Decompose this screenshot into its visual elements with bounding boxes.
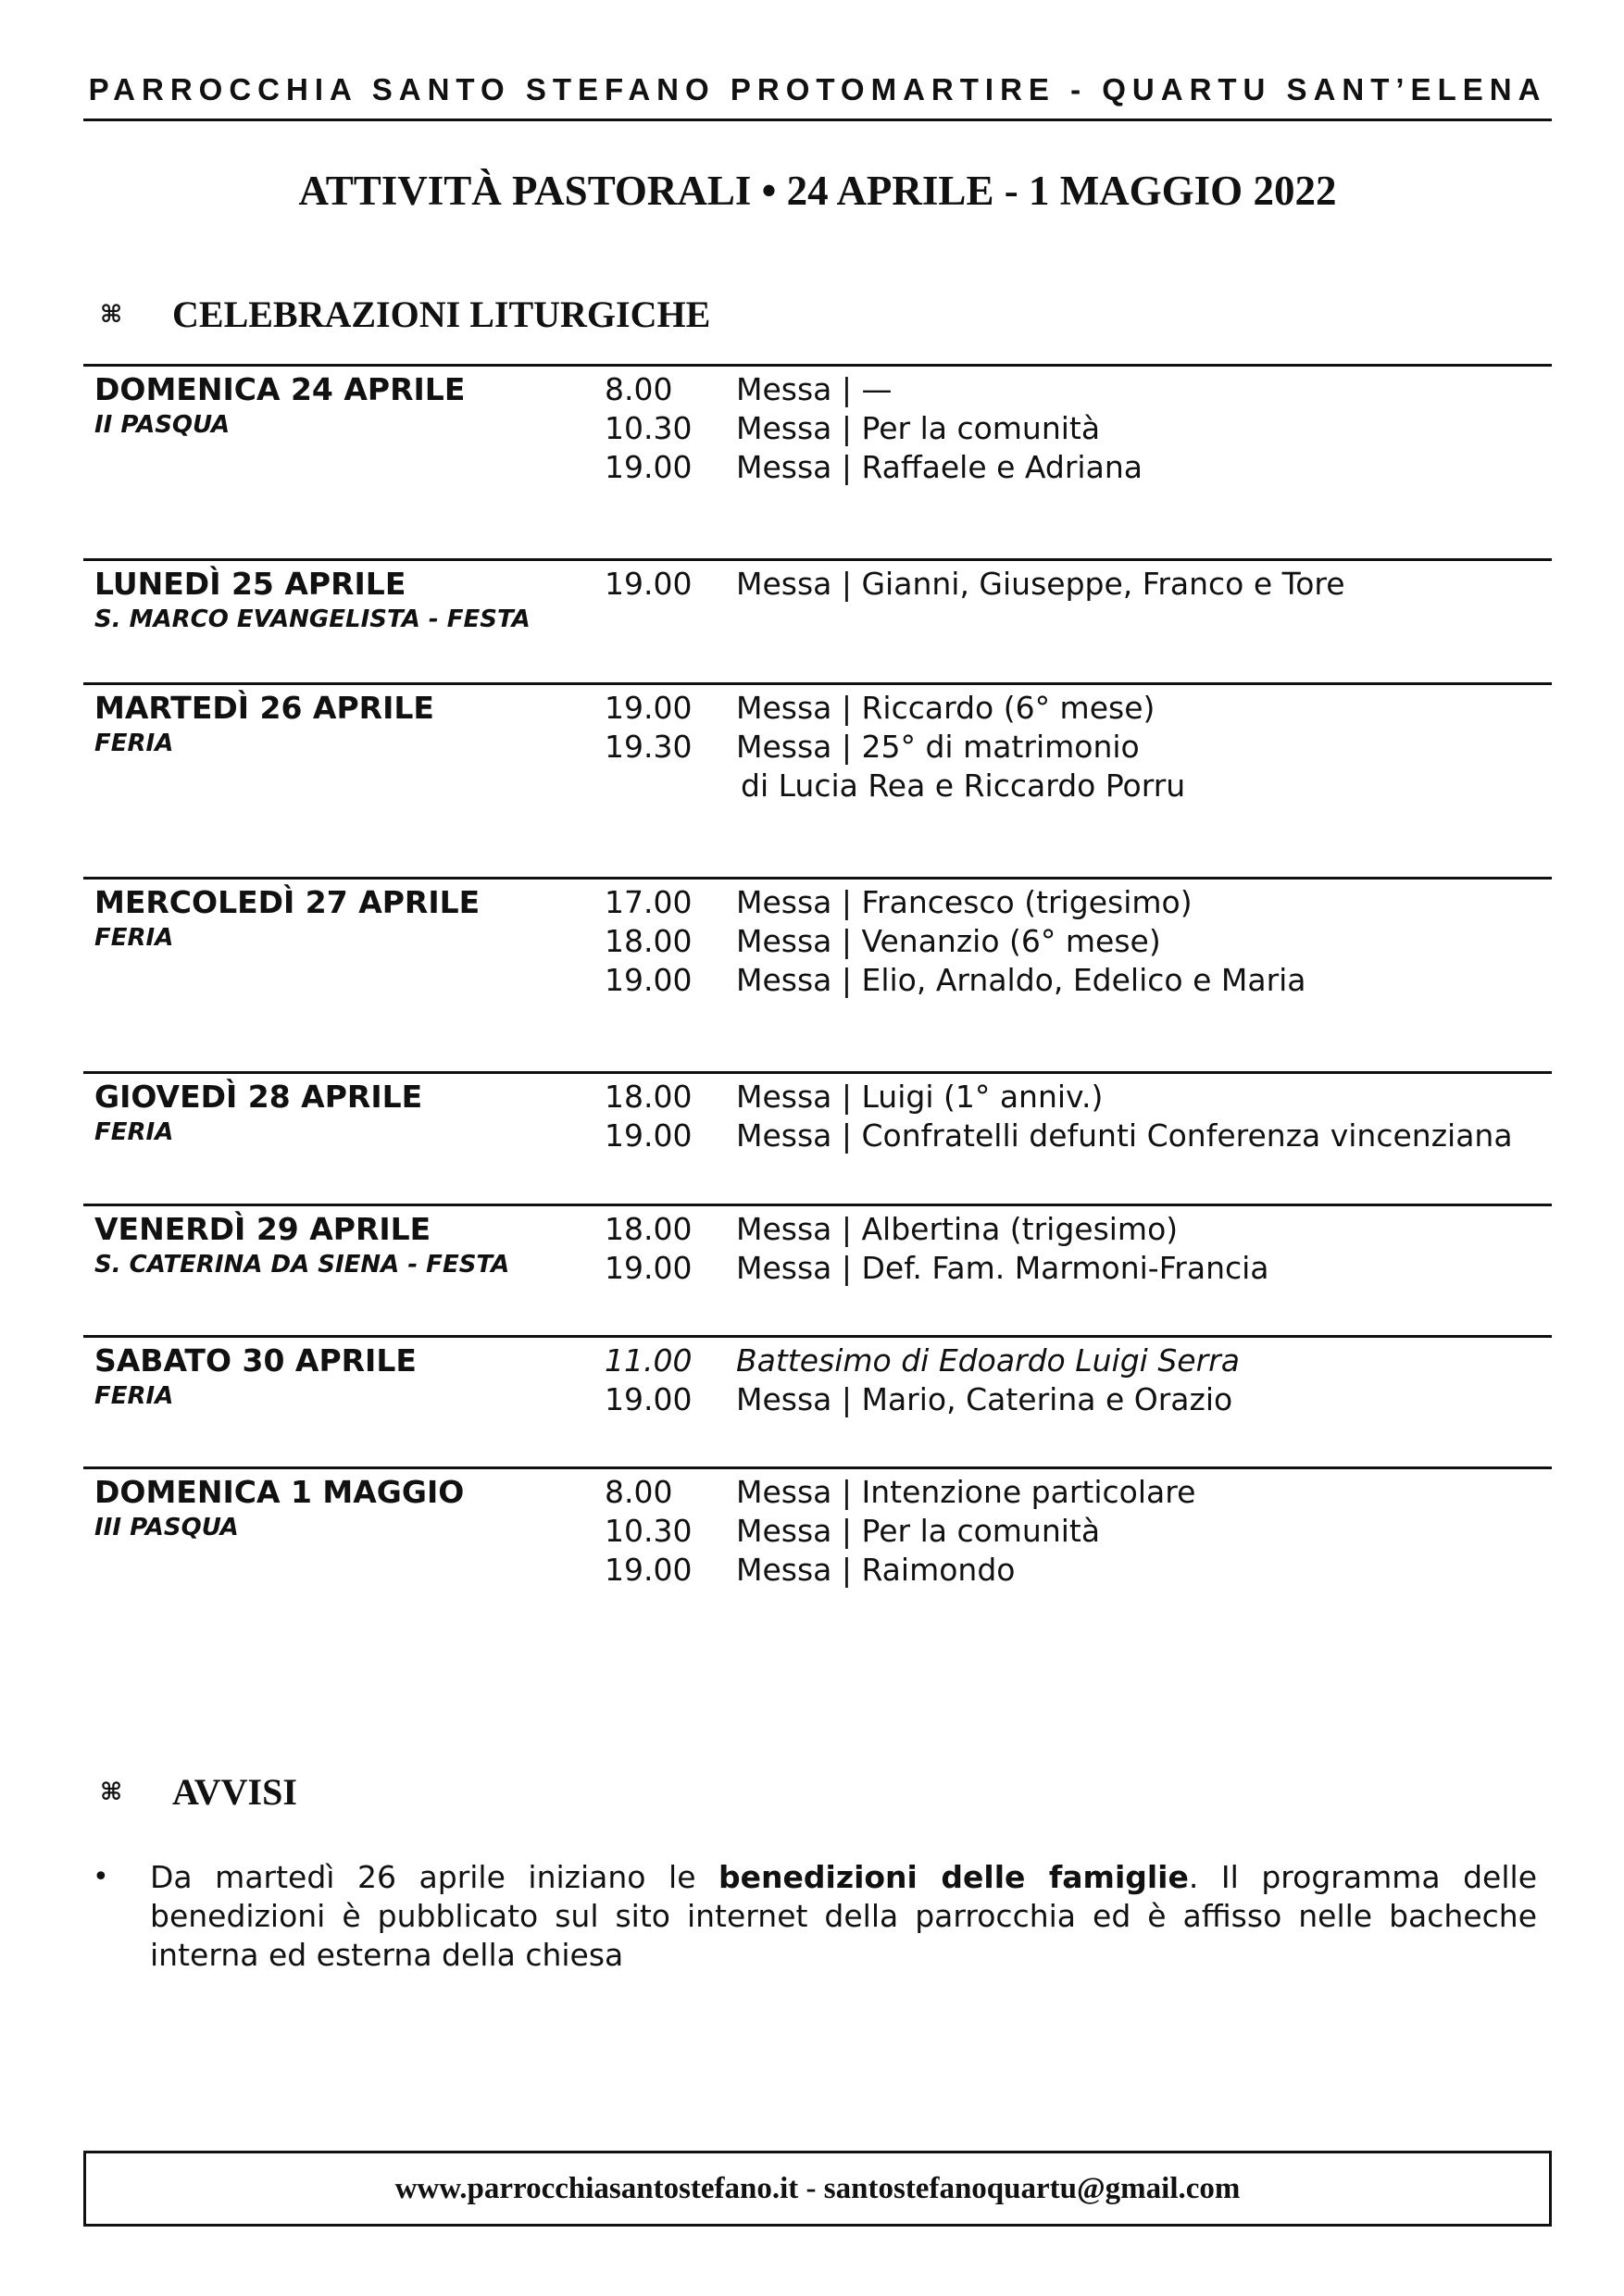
entry-text: Messa | Raffaele e Adriana (736, 449, 1143, 485)
day-entries (605, 565, 1345, 604)
schedule-entry (605, 1210, 1269, 1249)
day-heading (94, 1210, 509, 1280)
parish-header: PARROCCHIA SANTO STEFANO PROTOMARTIRE - QUARTU SANT’ELENA (88, 72, 1547, 106)
day-row (83, 1335, 1552, 1466)
day-heading (94, 1473, 464, 1543)
entry-text: Battesimo di Edoardo Luigi Serra (736, 1342, 1240, 1379)
day-entries (605, 689, 1185, 805)
day-feast: FERIA (94, 1118, 174, 1146)
day-feast: II PASQUA (94, 411, 231, 439)
schedule-entry (605, 409, 1143, 448)
section-celebrations (100, 293, 710, 336)
day-name: DOMENICA 24 APRILE (94, 371, 466, 407)
entry-time: 18.00 (605, 1079, 693, 1115)
page-title: ATTIVITÀ PASTORALI • 24 APRILE - 1 MAGGIO 2022 (298, 168, 1337, 214)
entry-time: 19.00 (605, 449, 693, 485)
day-name: VENERDÌ 29 APRILE (94, 1211, 431, 1247)
entry-text: Messa | Mario, Caterina e Orazio (736, 1381, 1233, 1417)
entry-time: 10.30 (605, 1513, 693, 1549)
entry-time: 10.30 (605, 410, 693, 446)
entry-time: 19.00 (605, 690, 693, 726)
entry-text: Messa | Luigi (1° anniv.) (736, 1079, 1104, 1115)
day-row (83, 364, 1552, 558)
day-entries (605, 883, 1306, 1000)
header-divider (83, 119, 1552, 121)
schedule-entry (605, 1249, 1269, 1288)
entry-text: Messa | Intenzione particolare (736, 1474, 1196, 1510)
day-heading (94, 883, 480, 954)
schedule-entry (605, 961, 1306, 1000)
entry-time: 18.00 (605, 1211, 693, 1247)
entry-time: 19.00 (605, 1552, 693, 1588)
notice-text (150, 1858, 1537, 1975)
entry-text: Messa | Per la comunità (736, 410, 1101, 446)
bullet-icon: • (93, 1861, 109, 1893)
day-feast: FERIA (94, 924, 174, 952)
schedule-entry (605, 1551, 1195, 1590)
entry-time: 18.00 (605, 923, 693, 959)
schedule-entry (605, 883, 1306, 922)
day-row (83, 1071, 1552, 1204)
notice-text-start: Da martedì 26 aprile iniziano le (150, 1859, 719, 1895)
schedule-entry (605, 1512, 1195, 1551)
schedule-entry (605, 728, 1185, 767)
quatrefoil-icon: ⌘ (100, 300, 123, 329)
entry-time: 19.30 (605, 729, 693, 765)
entry-text: Messa | Per la comunità (736, 1513, 1101, 1549)
entry-text: Messa | Raimondo (736, 1552, 1016, 1588)
entry-text: di Lucia Rea e Riccardo Porru (741, 767, 1186, 804)
schedule-entry (605, 1380, 1240, 1419)
day-entries (605, 1078, 1513, 1155)
footer-contacts: www.parrocchiasantostefano.it - santostefanoquartu@gmail.com (83, 2151, 1552, 2227)
day-row (83, 682, 1552, 877)
entry-time: 17.00 (605, 884, 693, 920)
entry-text: Messa | Def. Fam. Marmoni-Francia (736, 1250, 1269, 1286)
entry-time: 19.00 (605, 1117, 693, 1154)
notice-item (93, 1858, 1537, 1975)
section-notices-title: AVVISI (172, 1771, 297, 1813)
day-heading (94, 370, 465, 441)
schedule-entry (605, 1078, 1513, 1117)
day-entries (605, 370, 1143, 487)
day-heading (94, 1078, 422, 1148)
schedule-entry (605, 1117, 1513, 1155)
entry-text: Messa | 25° di matrimonio (736, 729, 1140, 765)
entry-time: 19.00 (605, 962, 693, 998)
entry-text: Messa | Elio, Arnaldo, Edelico e Maria (736, 962, 1306, 998)
entry-text: Messa | Venanzio (6° mese) (736, 923, 1161, 959)
day-heading (94, 1341, 417, 1412)
day-feast: III PASQUA (94, 1514, 239, 1541)
day-entries (605, 1341, 1240, 1419)
entry-time: 19.00 (605, 1381, 693, 1417)
day-name: MERCOLEDÌ 27 APRILE (94, 884, 481, 920)
schedule-entry-baptism (605, 1341, 1240, 1380)
schedule-entry (605, 448, 1143, 487)
schedule-entry (605, 565, 1345, 604)
day-name: MARTEDÌ 26 APRILE (94, 690, 434, 726)
entry-time: 8.00 (605, 371, 673, 407)
day-name: DOMENICA 1 MAGGIO (94, 1474, 465, 1510)
quatrefoil-icon: ⌘ (100, 1778, 123, 1806)
day-feast: S. CATERINA DA SIENA - FESTA (94, 1251, 510, 1279)
schedule-entry (605, 922, 1306, 961)
schedule-entry (605, 689, 1185, 728)
schedule-entry-continuation (605, 767, 1185, 805)
day-name: LUNEDÌ 25 APRILE (94, 566, 406, 602)
day-entries (605, 1473, 1195, 1590)
entry-time: 19.00 (605, 566, 693, 602)
day-feast: FERIA (94, 1382, 174, 1410)
entry-text: Messa | Francesco (trigesimo) (736, 884, 1193, 920)
entry-time: 8.00 (605, 1474, 673, 1510)
notice-text-end: . Il programma delle benedizioni è pubblicato sul sito internet della parrocchia ed è affisso nelle bacheche interna ed esterna della chiesa (150, 1859, 1538, 1973)
section-notices (100, 1770, 297, 1814)
day-row (83, 1466, 1552, 1636)
notice-text-highlight: benedizioni delle famiglie (718, 1859, 1189, 1895)
entry-text: Messa | Gianni, Giuseppe, Franco e Tore (736, 566, 1345, 602)
day-row (83, 558, 1552, 682)
day-heading (94, 565, 531, 635)
day-row (83, 1204, 1552, 1335)
entry-text: Messa | Albertina (trigesimo) (736, 1211, 1179, 1247)
entry-text: Messa | — (736, 371, 893, 407)
day-row (83, 877, 1552, 1071)
day-feast: FERIA (94, 730, 174, 757)
entry-time: 11.00 (605, 1342, 693, 1379)
day-entries (605, 1210, 1269, 1288)
entry-text: Messa | Riccardo (6° mese) (736, 690, 1156, 726)
schedule-entry (605, 370, 1143, 409)
day-heading (94, 689, 434, 759)
day-feast: S. MARCO EVANGELISTA - FESTA (94, 605, 531, 633)
entry-time: 19.00 (605, 1250, 693, 1286)
day-name: SABATO 30 APRILE (94, 1342, 417, 1379)
section-celebrations-title: CELEBRAZIONI LITURGICHE (172, 293, 711, 335)
day-name: GIOVEDÌ 28 APRILE (94, 1079, 423, 1115)
entry-text: Messa | Confratelli defunti Conferenza vincenziana (736, 1117, 1513, 1154)
schedule-entry (605, 1473, 1195, 1512)
liturgical-schedule (83, 364, 1552, 1636)
